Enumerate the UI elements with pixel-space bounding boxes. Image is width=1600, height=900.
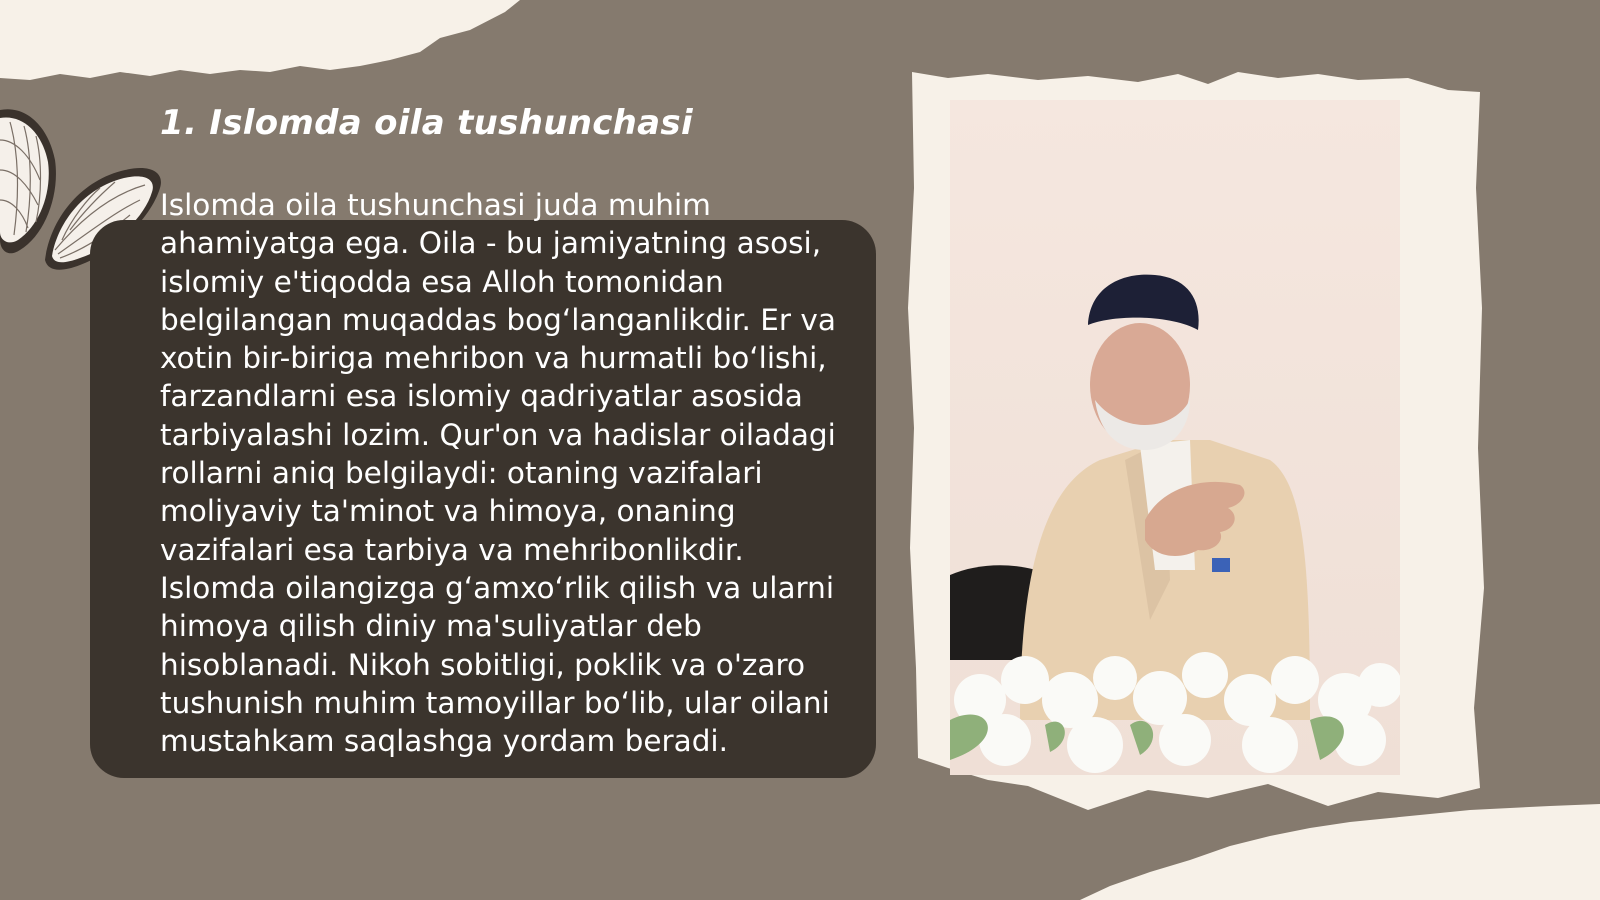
torn-paper-top	[0, 0, 560, 100]
slide-title: 1. Islomda oila tushunchasi	[160, 103, 693, 143]
slide-body-text: Islomda oila tushunchasi juda muhim ahamiyatga ega. Oila - bu jamiyatning asosi, islomiy e'tiqodda esa Alloh tomonidan belgilangan muqaddas bog‘langanlikdir. Er va xotin bir-biriga mehribon va hurmatli bo‘lishi, farzandlarni esa islomiy qadriyatlar asosida tarbiyalashi lozim. Qur'on va hadislar oiladagi rollarni aniq belgilaydi: otaning vazifalari moliyaviy ta'minot va himoya, onaning vazifalari esa tarbiya va mehribonlikdir. Islomda oilangizga g‘amxo‘rlik qilish va ularni himoya qilish diniy ma'suliyatlar deb hisoblanadi. Nikoh sobitligi, poklik va o'zaro tushunish muhim tamoyillar bo‘lib, ular oilani mustahkam saqlashga yordam beradi.	[160, 188, 836, 759]
portrait-photo	[950, 100, 1400, 775]
